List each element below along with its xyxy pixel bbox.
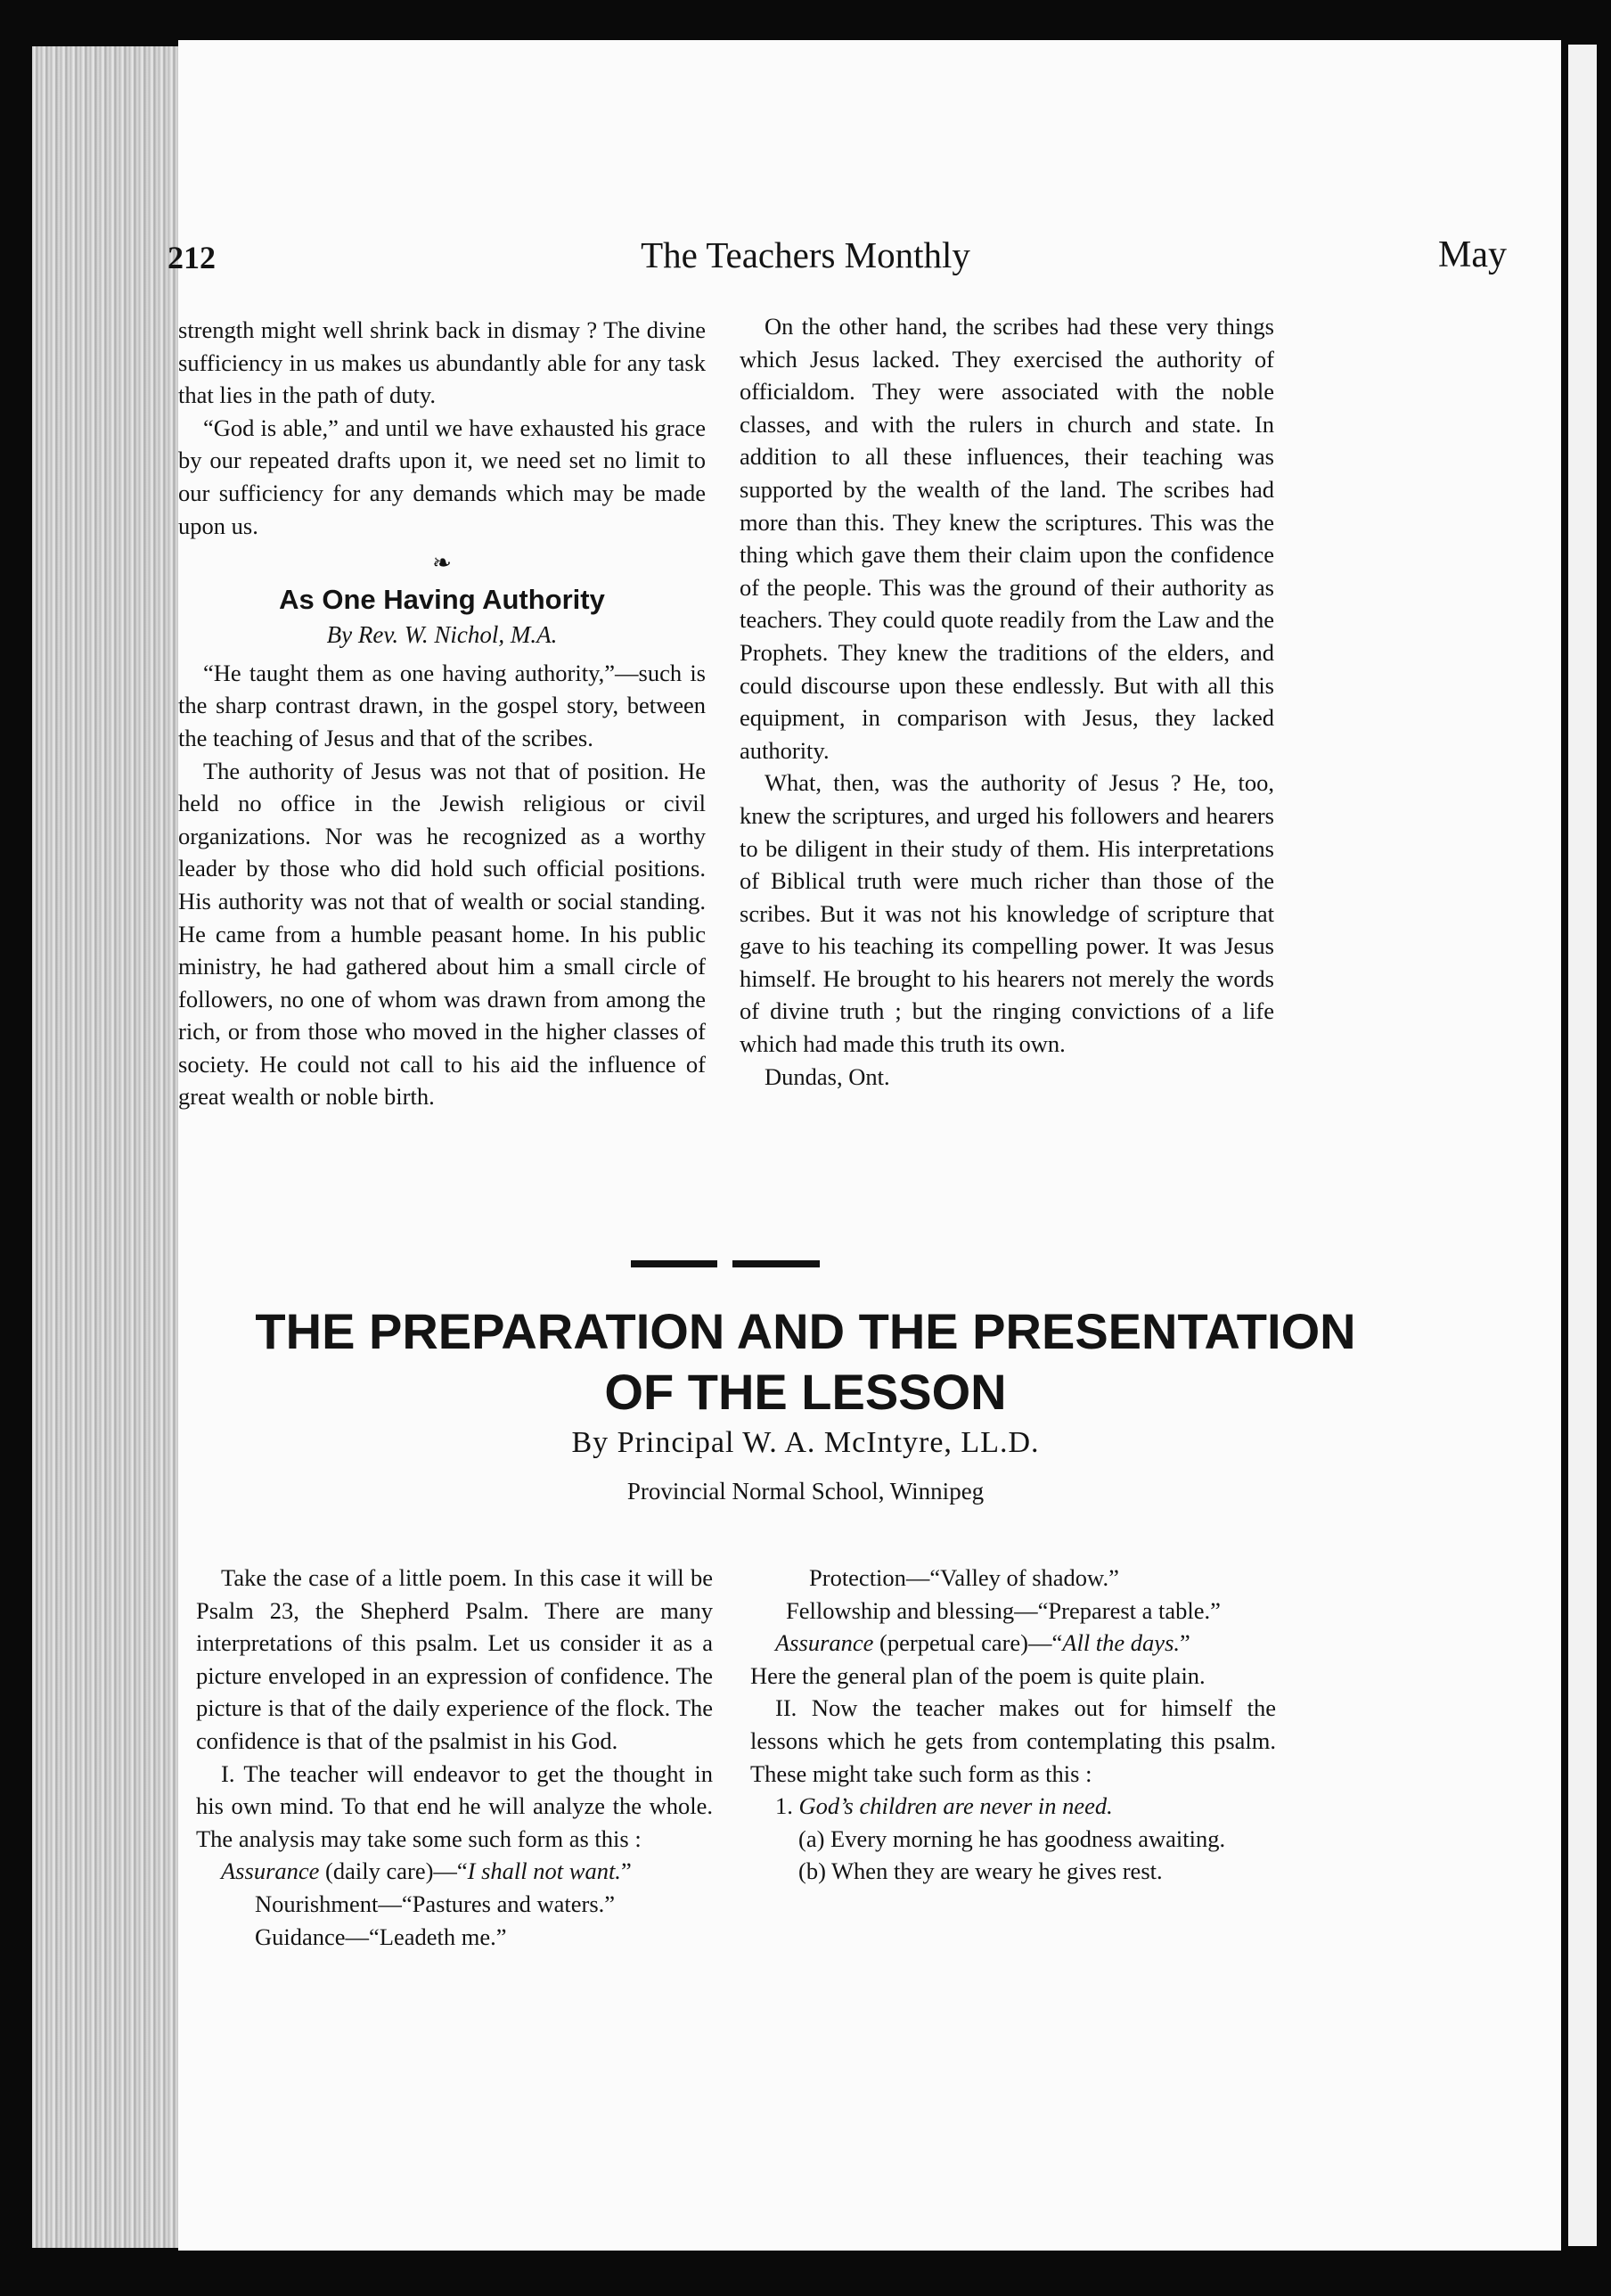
paragraph: I. The teacher will endeavor to get the thought in his own mind. To that end he will analyze the whole. The analysis may take some such form as this : bbox=[196, 1759, 713, 1852]
analysis-item: Nourishment—“Pastures and waters.” bbox=[255, 1890, 616, 1917]
paragraph: “God is able,” and until we have exhausted his grace by our repeated drafts upon it, we need set no limit to our sufficiency for any demands which may be made upon us. bbox=[178, 414, 706, 539]
analysis-term: Assurance bbox=[221, 1857, 320, 1885]
analysis-item: Assurance (perpetual care)—“All the days.” bbox=[775, 1629, 1190, 1657]
paragraph: strength might well shrink back in dismay ? The divine sufficiency in us makes us abundantly able for any task that lies in the path of duty. bbox=[178, 316, 706, 409]
main-article-title bbox=[0, 1301, 1611, 1423]
page-header bbox=[0, 234, 1611, 287]
article-byline: By Rev. W. Nichol, M.A. bbox=[326, 621, 558, 649]
analysis-item: Guidance—“Leadeth me.” bbox=[255, 1923, 507, 1950]
paragraph: II. Now the teacher makes out for himself the lessons which he gets from contemplating this psalm. These might take such form as this : bbox=[750, 1694, 1276, 1787]
bottom-left-column bbox=[196, 1562, 713, 1953]
paragraph: “He taught them as one having authority,”—such is the sharp contrast drawn, in the gospel story, between the teaching of Jesus and that of the scribes. bbox=[178, 659, 706, 751]
fleuron-ornament-icon: ❧ bbox=[432, 550, 452, 577]
page-number: 212 bbox=[168, 240, 216, 275]
paragraph: Take the case of a little poem. In this case it will be Psalm 23, the Shepherd Psalm. There are many interpretations of this psalm. Let us consider it as a picture enveloped in an expression of confidence. The picture is that of the daily experience of the flock. The confidence is that of the psalmist in his God. bbox=[196, 1564, 713, 1754]
paragraph: Here the general plan of the poem is quite plain. bbox=[750, 1661, 1206, 1689]
paragraph: What, then, was the authority of Jesus ? He, too, knew the scriptures, and urged his followers and hearers to be diligent in their study of them. His interpretations of Biblical truth were much richer than those of the scribes. But it was not his knowledge of scripture that gave to his teaching its compelling power. It was Jesus himself. He brought to his hearers not merely the words of divine truth ; but the ringing convictions of a life which had made this truth its own. bbox=[740, 769, 1274, 1058]
paragraph: On the other hand, the scribes had these very things which Jesus lacked. They exercised the authority of officialdom. They were associated with the noble classes, and with the rulers in church and state. In addition to all these influences, their teaching was supported by the wealth of the land. The scribes had more than this. They knew the scriptures. This was the thing which gave them their claim upon the confidence of the people. This was the ground of their authority as teachers. They could quote readily from the Law and the Prophets. They knew the traditions of the elders, and could discourse upon these endlessly. But with all this equipment, in comparison with Jesus, they lacked authority. bbox=[740, 313, 1274, 764]
bottom-right-column bbox=[750, 1562, 1276, 1888]
analysis-item: Protection—“Valley of shadow.” bbox=[809, 1564, 1119, 1591]
analysis-term: Assurance bbox=[775, 1629, 874, 1657]
section-divider bbox=[631, 1260, 820, 1267]
book-page-edges bbox=[32, 46, 188, 2248]
analysis-item: Fellowship and blessing—“Preparest a table.” bbox=[786, 1596, 1221, 1624]
issue-month: May bbox=[1438, 234, 1507, 275]
article-signoff: Dundas, Ont. bbox=[765, 1062, 890, 1090]
facing-page-edge bbox=[1568, 45, 1597, 2246]
analysis-item: Assurance (daily care)—“I shall not want.” bbox=[221, 1857, 632, 1885]
main-title-line-2: OF THE LESSON bbox=[604, 1364, 1007, 1420]
top-left-column bbox=[178, 314, 706, 1113]
main-title-line-1: THE PREPARATION AND THE PRESENTATION bbox=[255, 1303, 1356, 1359]
main-article-institution: Provincial Normal School, Winnipeg bbox=[626, 1478, 985, 1505]
lesson-subitem: (b) When they are weary he gives rest. bbox=[798, 1857, 1163, 1885]
main-article-byline: By Principal W. A. McIntyre, LL.D. bbox=[571, 1426, 1040, 1459]
paragraph: The authority of Jesus was not that of position. He held no office in the Jewish religious or civil organizations. Nor was he recognized as a worthy leader by those who did hold such official positions. His authority was not that of wealth or social standing. He came from a humble peasant home. In his public ministry, he had gathered about him a small circle of followers, no one of whom was drawn from among the rich, or from those who moved in the higher classes of society. He could not call to his aid the influence of great wealth or noble birth. bbox=[178, 757, 706, 1111]
lesson-subitem: (a) Every morning he has goodness awaiting. bbox=[798, 1824, 1226, 1852]
article-title: As One Having Authority bbox=[279, 584, 605, 616]
running-title: The Teachers Monthly bbox=[641, 234, 970, 275]
lesson-item: 1. God’s children are never in need. bbox=[775, 1792, 1113, 1820]
top-right-column bbox=[740, 310, 1274, 1093]
